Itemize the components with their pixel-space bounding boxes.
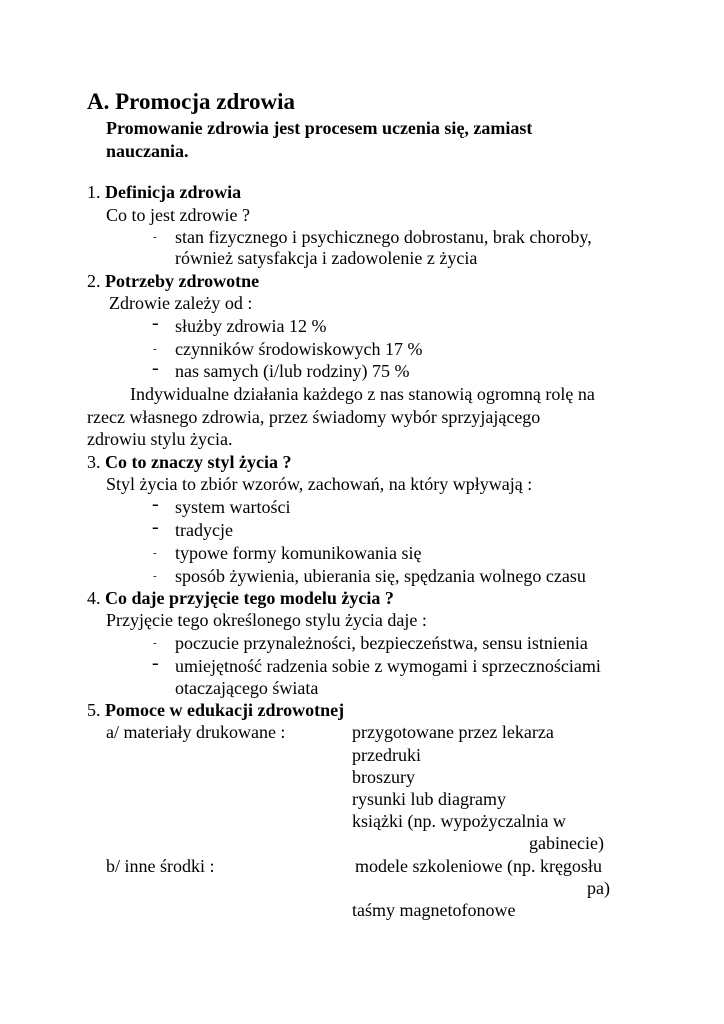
s5-a-item-5-cont: gabinecie) [529, 833, 604, 853]
s5-a-item-5: książki (np. wypożyczalnia w [352, 811, 566, 831]
bullet-dash: - [153, 570, 157, 582]
s2-heading-text: Potrzeby zdrowotne [105, 271, 260, 291]
bullet-dash: - [152, 516, 159, 538]
s2-number: 2. [87, 271, 101, 291]
s2-item-2: czynników środowiskowych 17 % [175, 339, 423, 359]
s3-item-3: typowe formy komunikowania się [175, 543, 422, 563]
bullet-dash: - [152, 357, 159, 379]
s5-b-item-1: modele szkoleniowe (np. kręgosłu [355, 856, 602, 876]
s2-paragraph-line-3: zdrowiu stylu życia. [87, 429, 233, 449]
s4-item-2-cont: otaczającego świata [175, 678, 319, 698]
s5-a-item-3: broszury [352, 767, 415, 787]
s5-number: 5. [87, 700, 101, 720]
s5-b-item-1-cont: pa) [587, 878, 610, 898]
s3-item-4: sposób żywienia, ubierania się, spędzania wolnego czasu [175, 566, 586, 586]
s5-heading [87, 699, 344, 721]
s5-a-item-1: przygotowane przez lekarza [352, 722, 554, 742]
s1-item-1: stan fizycznego i psychicznego dobrostanu, brak choroby, [175, 227, 592, 247]
s5-b-item-2: taśmy magnetofonowe [352, 900, 516, 920]
s2-paragraph-line-1: Indywidualne działania każdego z nas stanowią ogromną rolę na [130, 384, 595, 404]
s2-item-3: nas samych (i/lub rodziny) 75 % [175, 361, 410, 381]
s4-item-1: poczucie przynależności, bezpieczeństwa, sensu istnienia [175, 633, 588, 653]
s2-heading [87, 270, 259, 292]
s1-heading [87, 181, 241, 203]
bullet-dash: - [152, 652, 159, 674]
s4-item-2: umiejętność radzenia sobie z wymogami i sprzecznościami [175, 656, 601, 676]
s3-item-1: system wartości [175, 497, 291, 517]
s5-b-label: b/ inne środki : [106, 856, 215, 876]
s1-heading-text: Definicja zdrowia [105, 182, 242, 202]
s4-heading [87, 587, 394, 609]
s3-item-2: tradycje [175, 520, 233, 540]
s2-lead: Zdrowie zależy od : [109, 293, 253, 313]
s5-a-label: a/ materiały drukowane : [106, 722, 286, 742]
bullet-dash: - [153, 231, 157, 243]
s4-lead: Przyjęcie tego określonego stylu życia daje : [106, 610, 427, 630]
bullet-dash: - [152, 312, 159, 334]
bullet-dash: - [152, 493, 159, 515]
s1-number: 1. [87, 182, 101, 202]
s5-a-item-4: rysunki lub diagramy [352, 789, 506, 809]
s3-heading-text: Co to znaczy styl życia ? [105, 452, 292, 472]
s1-item-1-cont: również satysfakcja i zadowolenie z życia [175, 248, 478, 268]
intro-line-1: Promowanie zdrowia jest procesem uczenia się, zamiast [106, 118, 533, 138]
s5-heading-text: Pomoce w edukacji zdrowotnej [105, 700, 345, 720]
s2-item-1: służby zdrowia 12 % [175, 316, 327, 336]
s3-heading [87, 451, 291, 473]
s5-a-item-2: przedruki [352, 745, 421, 765]
section-title: A. Promocja zdrowia [87, 89, 296, 114]
s3-lead: Styl życia to zbiór wzorów, zachowań, na który wpływają : [106, 474, 533, 494]
s1-question: Co to jest zdrowie ? [106, 205, 250, 225]
s3-number: 3. [87, 452, 101, 472]
s4-number: 4. [87, 588, 101, 608]
bullet-dash: - [153, 637, 157, 649]
bullet-dash: - [153, 547, 157, 559]
s4-heading-text: Co daje przyjęcie tego modelu życia ? [105, 588, 394, 608]
bullet-dash: - [153, 343, 157, 355]
intro-line-2: nauczania. [106, 141, 189, 161]
s2-paragraph-line-2: rzecz własnego zdrowia, przez świadomy wybór sprzyjającego [87, 407, 541, 427]
